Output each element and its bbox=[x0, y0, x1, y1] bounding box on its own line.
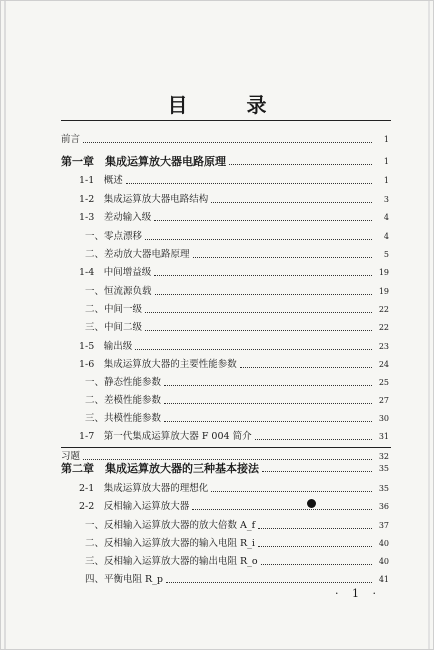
toc-entry bbox=[1, 171, 389, 187]
toc-entry bbox=[1, 152, 389, 168]
toc-entry-label: 一、零点漂移 bbox=[85, 231, 143, 242]
toc-entry bbox=[1, 552, 389, 568]
toc-entry-label: 1-6 集成运算放大器的主要性能参数 bbox=[79, 359, 237, 370]
page-number: · 1 · bbox=[335, 587, 381, 600]
toc-entry-label: 二、反相输入运算放大器的输入电阻 R_i bbox=[85, 538, 255, 549]
toc-entry-page: 19 bbox=[378, 268, 389, 277]
toc-leader-dots bbox=[164, 400, 372, 404]
toc-leader-dots bbox=[145, 327, 372, 331]
toc-entry-label: 第一章 集成运算放大器电路原理 bbox=[61, 155, 226, 168]
toc-entry-page: 1 bbox=[383, 135, 389, 144]
toc-leader-dots bbox=[154, 272, 372, 276]
toc-leader-dots bbox=[126, 180, 372, 184]
toc-entry bbox=[1, 516, 389, 532]
toc-entry bbox=[1, 337, 389, 353]
toc-leader-dots bbox=[154, 217, 372, 221]
toc-entry-page: 1 bbox=[383, 157, 389, 166]
toc-leader-dots bbox=[164, 418, 372, 422]
toc-entry-label: 四、平衡电阻 R_p bbox=[85, 574, 164, 585]
toc-entry-page: 35 bbox=[378, 464, 389, 473]
toc-entry-label: 1-7 第一代集成运算放大器 F 004 简介 bbox=[79, 431, 252, 442]
toc-entry bbox=[1, 130, 389, 146]
rule-top bbox=[61, 120, 391, 121]
toc-entry bbox=[1, 282, 389, 298]
toc-entry-label: 三、反相输入运算放大器的输出电阻 R_o bbox=[85, 556, 258, 567]
toc-entry-page: 40 bbox=[378, 557, 389, 566]
toc-entry bbox=[1, 208, 389, 224]
toc-leader-dots bbox=[83, 139, 372, 143]
toc-entry-label: 前言 bbox=[61, 134, 81, 145]
toc-entry-label: 二、差模性能参数 bbox=[85, 395, 162, 406]
toc-leader-dots bbox=[145, 309, 372, 313]
toc-leader-dots bbox=[211, 488, 372, 492]
toc-entry bbox=[1, 355, 389, 371]
toc-entry bbox=[1, 227, 389, 243]
toc-entry bbox=[1, 245, 389, 261]
toc-entry-page: 24 bbox=[378, 360, 389, 369]
toc-entry-page: 32 bbox=[378, 452, 389, 461]
toc-entry-page: 36 bbox=[378, 502, 389, 511]
toc-entry-page: 35 bbox=[378, 484, 389, 493]
toc-leader-dots bbox=[211, 199, 372, 203]
toc-entry bbox=[1, 427, 389, 443]
toc-entry-page: 22 bbox=[378, 323, 389, 332]
toc-entry bbox=[1, 479, 389, 495]
toc-entry-page: 5 bbox=[383, 250, 389, 259]
toc-entry-label: 1-3 差动输入级 bbox=[79, 212, 152, 223]
toc-entry-label: 1-4 中间增益级 bbox=[79, 267, 152, 278]
toc-entry-page: 4 bbox=[383, 213, 389, 222]
toc-entry-label: 二、差动放大器电路原理 bbox=[85, 249, 190, 260]
toc-entry-page: 25 bbox=[378, 378, 389, 387]
toc-entry-page: 27 bbox=[378, 396, 389, 405]
toc-leader-dots bbox=[255, 436, 372, 440]
toc-entry bbox=[1, 497, 389, 513]
toc-entry bbox=[1, 373, 389, 389]
toc-entry-label: 2-1 集成运算放大器的理想化 bbox=[79, 483, 209, 494]
toc-entry-page: 30 bbox=[378, 414, 389, 423]
toc-leader-dots bbox=[135, 346, 372, 350]
toc-entry-page: 40 bbox=[378, 539, 389, 548]
toc-entry-label: 2-2 反相输入运算放大器 bbox=[79, 501, 190, 512]
toc-entry-page: 4 bbox=[383, 232, 389, 241]
toc-entry-label: 二、中间一级 bbox=[85, 304, 143, 315]
toc-entry-label: 一、反相输入运算放大器的放大倍数 A_f bbox=[85, 520, 256, 531]
toc-leader-dots bbox=[258, 543, 372, 547]
toc-entry-label: 一、恒流源负载 bbox=[85, 286, 152, 297]
toc-entry bbox=[1, 534, 389, 550]
toc-leader-dots bbox=[240, 364, 372, 368]
toc-leader-dots bbox=[192, 506, 372, 510]
toc-entry-page: 37 bbox=[378, 521, 389, 530]
toc-leader-dots bbox=[261, 561, 372, 565]
toc-entry bbox=[1, 318, 389, 334]
toc-leader-dots bbox=[258, 525, 372, 529]
rule-chapter-two bbox=[61, 447, 391, 448]
toc-entry-page: 1 bbox=[383, 176, 389, 185]
toc-leader-dots bbox=[155, 291, 372, 295]
toc-entry-label: 1-2 集成运算放大器电路结构 bbox=[79, 194, 209, 205]
toc-entry-label: 1-5 输出级 bbox=[79, 341, 133, 352]
toc-entry-label: 第二章 集成运算放大器的三种基本接法 bbox=[61, 462, 259, 475]
toc-leader-dots bbox=[193, 254, 372, 258]
toc-entry-label: 习题 bbox=[61, 451, 81, 462]
toc-entry-label: 一、静态性能参数 bbox=[85, 377, 162, 388]
toc-entry bbox=[1, 459, 389, 475]
toc-entry-page: 41 bbox=[378, 575, 389, 584]
toc-entry-label: 三、中间二级 bbox=[85, 322, 143, 333]
toc-entry bbox=[1, 409, 389, 425]
toc-leader-dots bbox=[166, 579, 372, 583]
toc-entry bbox=[1, 300, 389, 316]
toc-entry-label: 1-1 概述 bbox=[79, 175, 123, 186]
toc-leader-dots bbox=[145, 236, 372, 240]
toc-entry bbox=[1, 263, 389, 279]
toc-entry bbox=[1, 391, 389, 407]
toc-leader-dots bbox=[229, 161, 372, 165]
toc-leader-dots bbox=[164, 382, 372, 386]
toc-entry-page: 23 bbox=[378, 342, 389, 351]
toc-entry-page: 3 bbox=[383, 195, 389, 204]
toc-entry-page: 31 bbox=[378, 432, 389, 441]
toc-entry bbox=[1, 570, 389, 586]
page-title: 目 录 bbox=[167, 93, 293, 117]
toc-entry-label: 三、共模性能参数 bbox=[85, 413, 162, 424]
toc-entry-page: 22 bbox=[378, 305, 389, 314]
toc-leader-dots bbox=[262, 468, 372, 472]
toc-entry-page: 19 bbox=[378, 287, 389, 296]
toc-entry bbox=[1, 190, 389, 206]
ink-dot bbox=[307, 499, 316, 508]
